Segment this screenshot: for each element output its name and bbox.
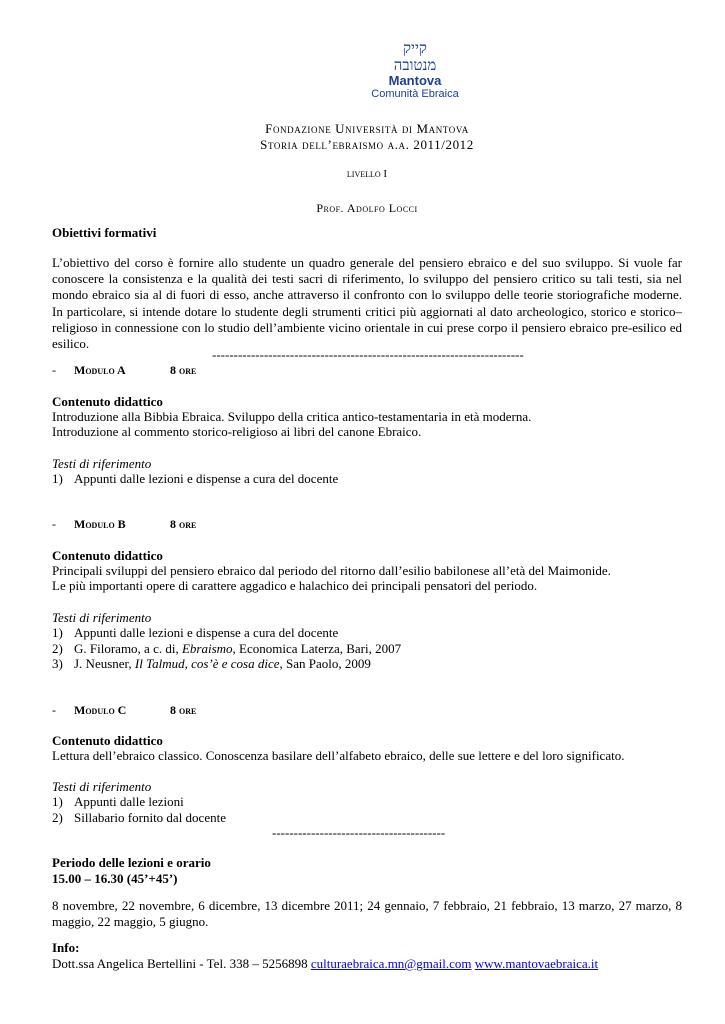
list-item: 3) J. Neusner, Il Talmud, cos’è e cosa dice, San Paolo, 2009 bbox=[52, 656, 371, 671]
module-a-refs-heading: Testi di riferimento bbox=[52, 456, 152, 471]
module-b-dash: - bbox=[52, 517, 56, 531]
logo-subtitle: Comunità Ebraica bbox=[371, 88, 459, 100]
list-item: 2) G. Filoramo, a c. di, Ebraismo, Economica Laterza, Bari, 2007 bbox=[52, 640, 402, 656]
logo-city: Mantova bbox=[388, 73, 442, 88]
list-item: 1) Appunti dalle lezioni e dispense a cura del docente bbox=[52, 625, 339, 640]
logo-hebrew-line1: קייק bbox=[403, 39, 427, 57]
email-link[interactable]: culturaebraica.mn@gmail.com bbox=[310, 956, 472, 971]
objectives-heading: Obiettivi formativi bbox=[52, 225, 157, 240]
module-a-dash: - bbox=[52, 363, 56, 377]
community-logo bbox=[370, 40, 460, 100]
module-c-name: Modulo C bbox=[74, 703, 127, 717]
schedule-dates: 8 novembre, 22 novembre, 6 dicembre, 13 dicembre 2011; 24 gennaio, 7 febbraio, 21 febbraio, 13 marzo, 27 marzo, 8 maggio, 22 maggio, 5 giugno. bbox=[52, 898, 682, 930]
module-c-refs bbox=[52, 794, 226, 825]
info-heading: Info: bbox=[52, 940, 80, 955]
info-line bbox=[52, 956, 598, 971]
module-b-hours: 8 ore bbox=[170, 517, 197, 531]
module-a-header bbox=[52, 363, 196, 378]
module-c-header bbox=[52, 703, 196, 718]
schedule-time: 15.00 – 16.30 (45’+45’) bbox=[52, 871, 178, 886]
module-a-content-heading: Contenuto didattico bbox=[52, 394, 163, 409]
module-c-hours: 8 ore bbox=[170, 703, 197, 717]
objectives-text: L’obiettivo del corso è fornire allo studente un quadro generale del pensiero ebraico e del suo sviluppo. Si vuole far conoscere la consistenza e la qualità dei testi sacri di riferimento, lo sviluppo del pensiero critico su tali testi, sia nel mondo ebraico sia al di fuori di esso, anche attraverso il confronto con lo sviluppo delle teorie storiografiche moderne. In particolare, si intende dotare lo studente degli strumenti critici più aggiornati al dato archeologico, storico e storico–religioso in connessione con lo studio dell’ambiente vicino orientale in cui prese corpo il pensiero ebraico pre-esilico ed esilico. bbox=[52, 255, 682, 352]
header-level: livello I bbox=[346, 168, 388, 180]
module-a-content-line2: Introduzione al commento storico-religioso ai libri del canone Ebraico. bbox=[52, 424, 422, 439]
schedule-heading: Periodo delle lezioni e orario bbox=[52, 855, 211, 870]
module-a-content-line1: Introduzione alla Bibbia Ebraica. Sviluppo della critica antico-testamentaria in età moderna. bbox=[52, 409, 532, 424]
info-contact: Dott.ssa Angelica Bertellini - Tel. 338 – 5256898 bbox=[52, 956, 308, 971]
separator-short: ---------------------------------------- bbox=[272, 825, 446, 840]
module-c-dash: - bbox=[52, 703, 56, 717]
module-b-content-line1: Principali sviluppi del pensiero ebraico dal periodo del ritorno dall’esilio babilonese all’età del Maimonide. bbox=[52, 563, 611, 578]
module-b-name: Modulo B bbox=[74, 517, 126, 531]
list-item: 1) Appunti dalle lezioni bbox=[52, 794, 184, 809]
module-c-content-heading: Contenuto didattico bbox=[52, 733, 163, 748]
module-b-header bbox=[52, 517, 196, 532]
module-b-content-heading: Contenuto didattico bbox=[52, 548, 163, 563]
website-link[interactable]: www.mantovaebraica.it bbox=[474, 956, 599, 971]
header-foundation: Fondazione Università di Mantova bbox=[265, 121, 469, 136]
separator-long: ------------------------------------------------------------------------ bbox=[212, 347, 524, 362]
module-c-refs-heading: Testi di riferimento bbox=[52, 779, 152, 794]
logo-hebrew-line2: מנטובה bbox=[393, 56, 437, 74]
header-course: Storia dell’ebraismo a.a. 2011/2012 bbox=[260, 137, 474, 152]
module-b-content-line2: Le più importanti opere di carattere aggadico e halachico dei principali pensatori del periodo. bbox=[52, 578, 538, 593]
module-a-refs bbox=[52, 471, 338, 487]
module-a-hours: 8 ore bbox=[170, 363, 197, 377]
header-professor: Prof. Adolfo Locci bbox=[316, 201, 418, 215]
module-b-refs-heading: Testi di riferimento bbox=[52, 610, 152, 625]
list-item: 1) Appunti dalle lezioni e dispense a cura del docente bbox=[52, 471, 339, 486]
module-a-name: Modulo A bbox=[74, 363, 126, 377]
module-c-content-line1: Lettura dell’ebraico classico. Conoscenza basilare dell’alfabeto ebraico, delle sue lettere e del loro significato. bbox=[52, 748, 625, 763]
list-item: 2) Sillabario fornito dal docente bbox=[52, 809, 226, 825]
module-b-refs bbox=[52, 625, 401, 672]
